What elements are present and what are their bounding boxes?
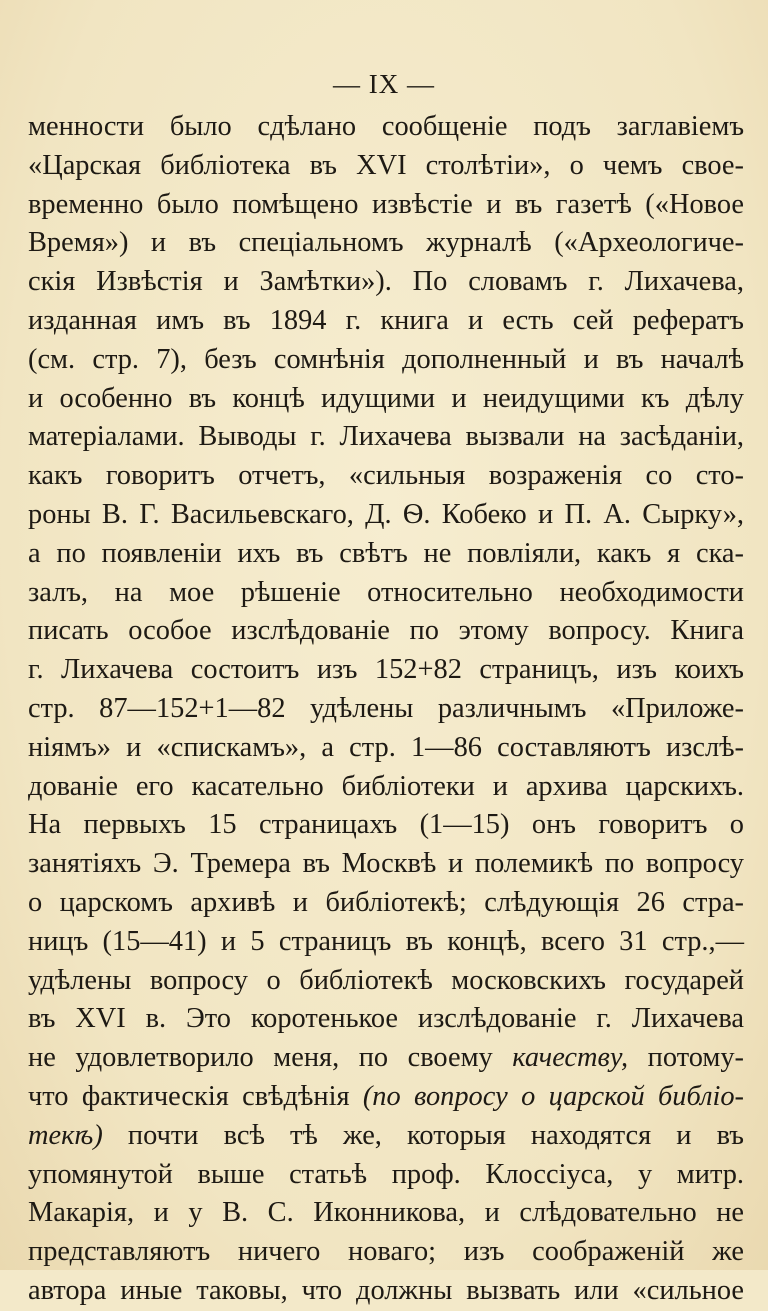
text-line (28, 729, 744, 768)
text-span: ніямъ» и «спискамъ», а стр. 1—86 составляютъ изслѣ- (28, 731, 744, 763)
text-line (28, 923, 744, 962)
text-line (28, 962, 744, 1001)
text-line (28, 1000, 744, 1039)
text-span: На первыхъ 15 страницахъ (1—15) онъ говоритъ о (28, 809, 744, 841)
text-span: и особенно въ концѣ идущими и неидущими къ дѣлу (28, 382, 744, 414)
text-line (28, 263, 744, 302)
text-span: изданная имъ въ 1894 г. книга и есть сей рефератъ (28, 304, 744, 336)
text-line (28, 806, 744, 845)
text-span: дованіе его касательно библіотеки и архива царскихъ. (28, 770, 744, 802)
text-line (28, 380, 744, 419)
text-line (28, 457, 744, 496)
text-line (28, 1078, 744, 1117)
text-span: удѣлены вопросу о библіотекѣ московскихъ государей (28, 964, 744, 996)
text-line (28, 574, 744, 613)
text-span: представляютъ ничего новаго; изъ соображеній же (28, 1236, 744, 1268)
text-line (28, 496, 744, 535)
text-span: не удовлетворило меня, по своему (28, 1042, 513, 1074)
text-line (28, 845, 744, 884)
text-span: роны В. Г. Васильевскаго, Д. Ѳ. Кобеко и П. А. Сырку», (28, 498, 744, 530)
text-line (28, 1039, 744, 1078)
text-line (28, 884, 744, 923)
text-line (28, 302, 744, 341)
text-span: почти всѣ тѣ же, которыя находятся и въ (102, 1119, 744, 1151)
text-span: г. Лихачева состоитъ изъ 152+82 страницъ, изъ коихъ (28, 654, 744, 686)
text-span: писать особое изслѣдованіе по этому вопросу. Книга (28, 615, 744, 647)
text-line (28, 768, 744, 807)
text-span: залъ, на мое рѣшеніе относительно необходимости (28, 576, 744, 608)
text-line (28, 1233, 744, 1272)
body-text (28, 108, 744, 1311)
text-span: автора иные таковы, что должны вызвать или «сильное (28, 1274, 744, 1306)
text-span: Макарія, и у В. С. Иконникова, и слѣдовательно не (28, 1197, 744, 1229)
text-line (28, 1194, 744, 1233)
text-span: потому- (628, 1042, 744, 1074)
text-line (28, 418, 744, 457)
text-span: скія Извѣстія и Замѣтки»). По словамъ г. Лихачева, (28, 266, 744, 298)
text-span: (см. стр. 7), безъ сомнѣнія дополненный и въ началѣ (28, 343, 744, 375)
text-span: упомянутой выше статьѣ проф. Клоссіуса, у митр. (28, 1158, 744, 1190)
italic-text: текѣ) (28, 1119, 103, 1151)
text-span: что фактическія свѣдѣнія (28, 1080, 363, 1112)
text-span: менности было сдѣлано сообщеніе подъ заглавіемъ (28, 111, 744, 142)
text-span: ницъ (15—41) и 5 страницъ въ концѣ, всего 31 стр.,— (28, 925, 744, 957)
text-span: въ XVI в. Это коротенькое изслѣдованіе г. Лихачева (28, 1003, 744, 1035)
italic-text: качеству, (512, 1042, 629, 1074)
text-line (28, 108, 744, 147)
text-line (28, 341, 744, 380)
text-span: а по появленіи ихъ въ свѣтъ не повліяли, какъ я ска- (28, 537, 744, 569)
text-span: «Царская библіотека въ XVI столѣтіи», о чемъ свое- (28, 149, 744, 181)
text-line (28, 1117, 744, 1156)
text-line (28, 1272, 744, 1311)
text-span: стр. 87—152+1—82 удѣлены различнымъ «Приложе- (28, 692, 744, 724)
text-span: о царскомъ архивѣ и библіотекѣ; слѣдующія 26 стра- (28, 886, 744, 918)
page-number: — IX — (333, 69, 435, 99)
text-line (28, 651, 744, 690)
text-line (28, 224, 744, 263)
text-line (28, 690, 744, 729)
text-span: Время») и въ спеціальномъ журналѣ («Археологиче- (28, 227, 744, 259)
text-line (28, 535, 744, 574)
text-line (28, 147, 744, 186)
text-span: занятіяхъ Э. Тремера въ Москвѣ и полемикѣ по вопросу (28, 848, 744, 880)
text-line (28, 186, 744, 225)
italic-text: (по вопросу о царской библіо- (362, 1080, 744, 1112)
text-span: временно было помѣщено извѣстіе и въ газетѣ («Новое (28, 188, 744, 220)
text-span: матеріалами. Выводы г. Лихачева вызвали на засѣданіи, (28, 421, 744, 453)
text-line (28, 612, 744, 651)
text-line (28, 1156, 744, 1195)
text-span: какъ говоритъ отчетъ, «сильныя возраженія со сто- (28, 460, 744, 492)
